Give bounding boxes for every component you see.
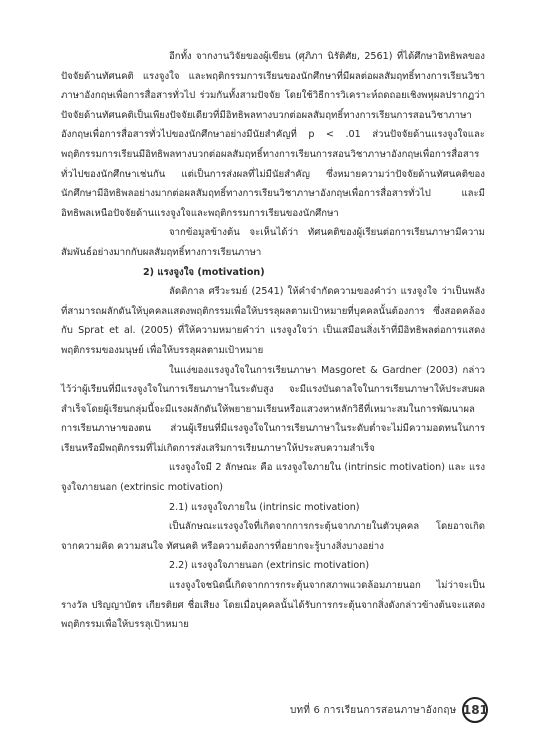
chapter-title: บทที่ 6 การเรียนการสอนภาษาอังกฤษ bbox=[290, 704, 457, 716]
paragraph-4: ในแง่ของแรงจูงใจในการเรียนภาษา Masgoret & Gardner (2003) กล่าวไว้ว่าผู้เรียนที่มีแรงจูงใจในการเรียนภาษาในระดับสูง จะมีแรงบันดาลใจในการเรียนภาษาให้ประสบผลสำเร็จโดยผู้เรียนกลุ่มนี้จะมีแรงผลักดันให้พยายามเรียนหรือแสวงหาหลักวิธีที่เหมาะสมในการพัฒนาผลการเรียนภาษาของตน ส่วนผู้เรียนที่มีแรงจูงใจในการเรียนภาษาในระดับต่ำจะไม่มีความอดทนในการเรียนหรือมีพฤติกรรมที่ไม่เกิดการส่งเสริมการเรียนภาษาให้ประสบความสำเร็จ bbox=[61, 364, 485, 454]
paragraph-7: แรงจูงใจชนิดนี้เกิดจากการกระตุ้นจากสภาพแวดล้อมภายนอก ไม่ว่าจะเป็นรางวัล ปริญญาบัตร เกียรติยศ ชื่อเสียง โดยเมื่อบุคคลนั้นได้รับการกระตุ้นจากสิ่งดังกล่าวข้างต้นจะแสดงพฤติกรรมเพื่อให้บรรลุเป้าหมาย bbox=[61, 580, 485, 631]
page-number: 181 bbox=[462, 697, 488, 723]
paragraph-5: แรงจูงใจมี 2 ลักษณะ คือ แรงจูงใจภายใน (intrinsic motivation) และ แรงจูงใจภายนอก (extrinsic motivation) bbox=[61, 462, 485, 494]
paragraph-2: จากข้อมูลข้างต้น จะเห็นได้ว่า ทัศนคติของผู้เรียนต่อการเรียนภาษามีความสัมพันธ์อย่างมากกับผลสัมฤทธิ์ทางการเรียนภาษา bbox=[61, 227, 485, 258]
paragraph-3: ลัดดิกาล ศรีวะรมย์ (2541) ให้คำจำกัดความของคำว่า แรงจูงใจ ว่าเป็นพลังที่สามารถผลักดันให้บุคคลแสดงพฤติกรรมเพื่อให้บรรลุผลตามเป้าหมายที่บุคคลนั้นต้องการ ซึ่งสอดคล้องกับ Sprat et al. (2005) ที่ให้ความหมายคำว่า แรงจูงใจว่า เป็นเสมือนสิ่งเร้าที่มีอิทธิพลต่อการแสดงพฤติกรรมของมนุษย์ เพื่อให้บรรลุผลตามเป้าหมาย bbox=[61, 286, 485, 356]
paragraph-6: เป็นลักษณะแรงจูงใจที่เกิดจากการกระตุ้นจากภายในตัวบุคคล โดยอาจเกิดจากความคิด ความสนใจ ทัศนคติ หรือความต้องการที่อยากจะรู้บางสิ่งบางอย่าง bbox=[61, 521, 485, 552]
body-text bbox=[61, 47, 485, 635]
page-footer bbox=[290, 697, 488, 723]
subheading-intrinsic: 2.1) แรงจูงใจภายใน (intrinsic motivation) bbox=[169, 501, 360, 513]
subheading-extrinsic: 2.2) แรงจูงใจภายนอก (extrinsic motivation) bbox=[169, 560, 370, 572]
paragraph-1: อีกทั้ง จากงานวิจัยของผู้เขียน (ศุภิภา นิรัติศัย, 2561) ที่ได้ศึกษาอิทธิพลของปัจจัยด้านทัศนคติ แรงจูงใจ และพฤติกรรมการเรียนของนักศึกษาที่มีผลต่อผลสัมฤทธิ์ทางการเรียนวิชาภาษาอังกฤษเพื่อการสื่อสารทั่วไป ร่วมกันทั้งสามปัจจัย โดยใช้วิธีการวิเคราะห์ถดถอยเชิงพหุผลปรากฏว่า ปัจจัยด้านทัศนคติเป็นเพียงปัจจัยเดียวที่มีอิทธิพลทางบวกต่อผลสัมฤทธิ์ทางการเรียนการสอนวิชาภาษาอังกฤษเพื่อการสื่อสารทั่วไปของนักศึกษาอย่างมีนัยสำคัญที่ p < .01 ส่วนปัจจัยด้านแรงจูงใจและพฤติกรรมการเรียนมีอิทธิพลทางบวกต่อผลสัมฤทธิ์ทางการเรียนการสอนวิชาภาษาอังกฤษเพื่อการสื่อสารทั่วไปของนักศึกษาเช่นกัน แต่เป็นการส่งผลที่ไม่มีนัยสำคัญ ซึ่งหมายความว่าปัจจัยด้านทัศนคติของนักศึกษามีอิทธิพลอย่างมากต่อผลสัมฤทธิ์ทางการเรียนวิชาภาษาอังกฤษเพื่อการสื่อสารทั่วไป และมีอิทธิพลเหนือปัจจัยด้านแรงจูงใจและพฤติกรรมการเรียนของนักศึกษา bbox=[61, 51, 485, 219]
section-heading: 2) แรงจูงใจ (motivation) bbox=[143, 266, 265, 278]
